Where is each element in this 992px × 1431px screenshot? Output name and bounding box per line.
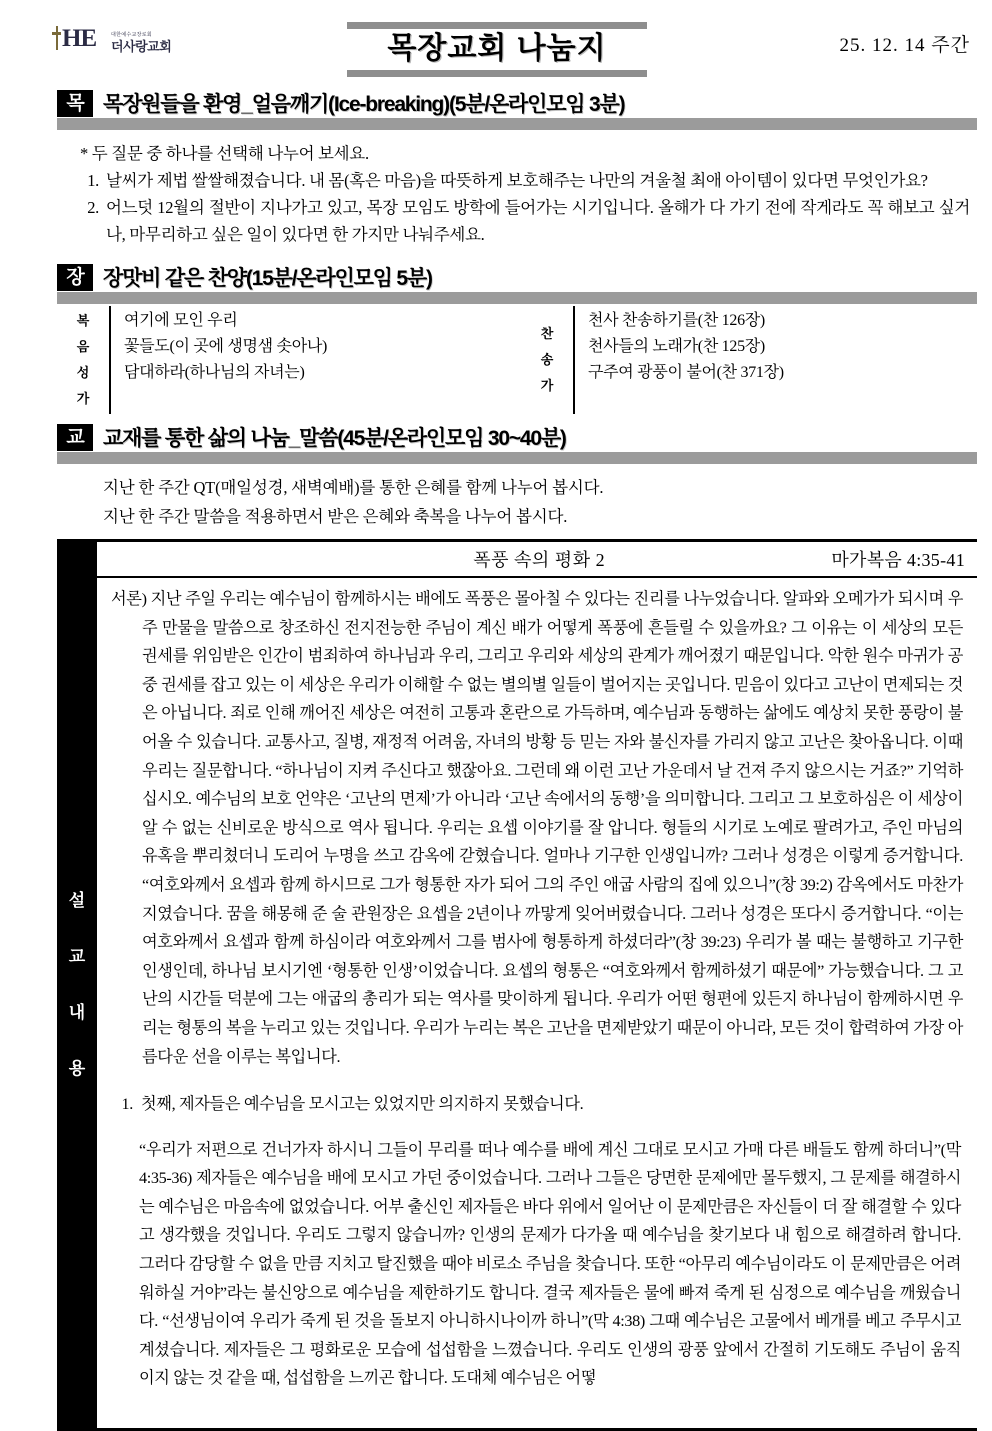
question-number: 1.	[87, 171, 99, 190]
sermon-sidebar-char: 내	[68, 1003, 86, 1022]
logo-acronym-text	[52, 25, 96, 52]
list-item: 꽃들도(이 곳에 생명샘 솟아나)	[124, 338, 328, 355]
column-spacer	[513, 306, 521, 414]
worship-songs-table	[57, 306, 977, 414]
list-item: 천사 찬송하기를(찬 126장)	[588, 312, 765, 329]
worship-column-hymnal	[521, 306, 977, 414]
section-badge-mok: 목	[57, 90, 93, 117]
sermon-point-number: 1.	[121, 1095, 133, 1114]
sermon-point-title: 첫째, 제자들은 예수님을 모시고는 있었지만 의지하지 못했습니다.	[141, 1095, 584, 1114]
logo-denomination: 대한예수교장로회	[111, 32, 153, 38]
logo-church-name: 더사랑교회	[111, 39, 172, 54]
worship-column-gospel	[57, 306, 513, 414]
page-header	[0, 0, 992, 88]
sharing-intro-line: 지난 한 주간 말씀을 적용하면서 받은 은혜와 축복을 나누어 봅시다.	[103, 507, 568, 526]
logo-mark	[52, 24, 106, 54]
scripture-reference: 마가복음 4:35-41	[831, 550, 965, 570]
worship-label-char: 가	[540, 378, 554, 393]
icebreaking-question-list	[80, 167, 970, 248]
sermon-body	[97, 578, 977, 1428]
section-header-gyo	[57, 422, 977, 452]
icebreaking-questions-block	[0, 140, 992, 248]
sermon-content-box	[57, 539, 977, 1431]
sharing-intro-lines	[0, 473, 992, 531]
sermon-sidebar-char: 설	[68, 891, 86, 910]
divider-under-gyo	[57, 452, 977, 464]
sermon-main-column	[97, 542, 977, 1428]
sermon-sidebar-label	[57, 542, 97, 1428]
icebreaking-note: * 두 질문 중 하나를 선택해 나누어 보세요.	[80, 144, 369, 163]
question-text: 어느덧 12월의 절반이 지나가고 있고, 목장 모임도 방학에 들어가는 시기입니다. 올해가 다 가기 전에 작게라도 꼭 해보고 싶거나, 마무리하고 싶은 일이 있다면 한 가지만 나눠주세요.	[106, 198, 970, 244]
issue-date: 25. 12. 14 주간	[839, 35, 970, 56]
document-title-block	[347, 22, 647, 77]
divider-under-mok	[57, 118, 977, 130]
list-item: 담대하라(하나님의 자녀는)	[124, 364, 305, 381]
cross-icon	[52, 26, 61, 50]
section-badge-jang: 장	[57, 264, 93, 291]
section-title-gyo: 교재를 통한 삶의 나눔_말씀(45분/온라인모임 30~40분)	[103, 427, 566, 450]
section-header-jang	[57, 262, 977, 292]
question-text: 날씨가 제법 쌀쌀해졌습니다. 내 몸(혹은 마음)을 따뜻하게 보호해주는 나만의 겨울철 최애 아이템이 있다면 무엇인가요?	[106, 171, 928, 190]
list-item	[80, 194, 970, 248]
section-title-mok: 목장원들을 환영_얼음깨기(Ice-breaking)(5분/온라인모임 3분)	[103, 93, 625, 116]
worship-label-gospel	[57, 306, 111, 414]
divider-under-jang	[57, 292, 977, 304]
worship-label-char: 성	[76, 365, 90, 380]
logo-text-column	[111, 32, 171, 54]
worship-label-char: 찬	[540, 326, 554, 341]
worship-song-list-hymnal	[575, 306, 977, 414]
sermon-title: 폭풍 속의 평화 2	[473, 550, 606, 570]
title-bar-bottom	[347, 70, 647, 77]
logo-acronym-letters: HE	[62, 25, 97, 52]
sermon-sidebar-char: 교	[68, 947, 86, 966]
church-logo	[52, 24, 171, 54]
worship-song-list-gospel	[111, 306, 513, 414]
worship-label-char: 복	[76, 313, 90, 328]
sermon-point-body: “우리가 저편으로 건너가자 하시니 그들이 무리를 떠나 예수를 배에 계신 그대로 모시고 가매 다른 배들도 함께 하더니”(막 4:35-36) 제자들은 예수님을 배에 모시고 가던 중이었습니다. 그러나 그들은 당면한 문제에만 몰두했지, 그 문제를 해결하시는 예수님은 마음속에 없었습니다. 어부 출신인 제자들은 바다 위에서 일어난 이 문제만큼은 자신들이 더 잘 해결할 수 있다고 생각했을 것입니다. 우리도 그렇지 않습니까? 인생의 문제가 다가올 때 예수님을 찾기보다 내 힘으로 해결하려 합니다. 그러다 감당할 수 없을 만큼 지치고 탈진했을 때야 비로소 주님을 찾습니다. 또한 “아무리 예수님이라도 이 문제만큼은 어려워하실 거야”라는 불신앙으로 예수님을 제한하기도 합니다. 결국 제자들은 물에 빠져 죽게 된 심정으로 예수님을 깨웠습니다. “선생님이여 우리가 죽게 된 것을 돌보지 아니하시나이까 하니”(막 4:38) 그때 예수님은 고물에서 베개를 베고 주무시고 계셨습니다. 제자들은 그 평화로운 모습에 섭섭함을 느꼈습니다. 우리도 인생의 광풍 앞에서 간절히 기도해도 주님이 움직이지 않는 것 같을 때, 섭섭함을 느끼곤 합니다. 도대체 예수님은 어떻	[139, 1140, 961, 1388]
list-item: 천사들의 노래가(찬 125장)	[588, 338, 765, 355]
worship-label-hymnal	[521, 306, 575, 414]
question-number: 2.	[87, 198, 99, 217]
sermon-intro-paragraph: 서론) 지난 주일 우리는 예수님이 함께하시는 배에도 폭풍은 몰아칠 수 있다는 진리를 나누었습니다. 알파와 오메가가 되시며 우주 만물을 말씀으로 창조하신 전지전능한 주님이 계신 배가 어떻게 폭풍에 흔들릴 수 있을까요? 그 이유는 이 세상의 모든 권세를 위임받은 인간이 범죄하여 하나님과 우리, 그리고 우리와 세상의 관계가 깨어졌기 때문입니다. 악한 원수 마귀가 공중 권세를 잡고 있는 이 세상은 우리가 이해할 수 없는 별의별 일들이 벌어지는 곳입니다. 믿음이 있다고 고난이 면제되는 것은 아닙니다. 죄로 인해 깨어진 세상은 여전히 고통과 혼란으로 가득하며, 예수님과 동행하는 삶에도 예상치 못한 풍랑이 불어올 수 있습니다. 교통사고, 질병, 재정적 어려움, 자녀의 방황 등 믿는 자와 불신자를 가리지 않고 고난은 찾아옵니다. 이때 우리는 질문합니다. “하나님이 지켜 주신다고 했잖아요. 그런데 왜 이런 고난 가운데서 날 건져 주지 않으시는 거죠?” 기억하십시오. 예수님의 보호 언약은 ‘고난의 면제’가 아니라 ‘고난 속에서의 동행’을 의미합니다. 그리고 그 보호하심은 이 세상이 알 수 없는 신비로운 방식으로 역사 됩니다. 우리는 요셉 이야기를 잘 압니다. 형들의 시기로 노예로 팔려가고, 주인 마님의 유혹을 뿌리쳤더니 도리어 누명을 쓰고 감옥에 갇혔습니다. 얼마나 기구한 인생입니까? 그러나 성경은 이렇게 증거합니다. “여호와께서 요셉과 함께 하시므로 그가 형통한 자가 되어 그의 주인 애굽 사람의 집에 있으니”(창 39:2) 감옥에서도 마찬가지였습니다. 꿈을 해몽해 준 술 관원장은 요셉을 2년이나 까맣게 잊어버렸습니다. 그러나 성경은 또다시 증거합니다. “이는 여호와께서 요셉과 함께 하심이라 여호와께서 그를 범사에 형통하게 하셨더라”(창 39:23) 우리가 볼 때는 불행하고 기구한 인생인데, 하나님 보시기엔 ‘형통한 인생’이었습니다. 요셉의 형통은 “여호와께서 함께하셨기 때문에” 가능했습니다. 그 고난의 시간들 덕분에 그는 애굽의 총리가 되는 역사를 맞이하게 됩니다. 우리가 어떤 형편에 있든지 하나님이 함께하시면 우리는 형통의 복을 누리고 있는 것입니다. 우리가 누리는 복은 고난을 면제받았기 때문이 아니라, 모든 것이 합력하여 가장 아름다운 선을 이루는 복입니다.	[111, 590, 963, 1066]
sermon-point	[111, 1090, 963, 1119]
worship-label-char: 음	[76, 339, 90, 354]
section-title-jang: 장맛비 같은 찬양(15분/온라인모임 5분)	[103, 267, 432, 290]
worship-label-char: 가	[76, 391, 90, 406]
title-bar-top	[347, 22, 647, 29]
sharing-intro-line: 지난 한 주간 QT(매일성경, 새벽예배)를 통한 은혜를 함께 나누어 봅시다.	[103, 478, 604, 497]
scripture-header-row	[97, 542, 977, 578]
section-header-mok	[57, 88, 977, 118]
sermon-sidebar-char: 용	[68, 1059, 86, 1078]
list-item: 여기에 모인 우리	[124, 312, 238, 329]
list-item	[80, 167, 970, 194]
section-badge-gyo: 교	[57, 424, 93, 451]
worship-label-char: 송	[540, 352, 554, 367]
list-item: 구주여 광풍이 불어(찬 371장)	[588, 364, 784, 381]
page-title: 목장교회 나눔지	[387, 32, 607, 65]
